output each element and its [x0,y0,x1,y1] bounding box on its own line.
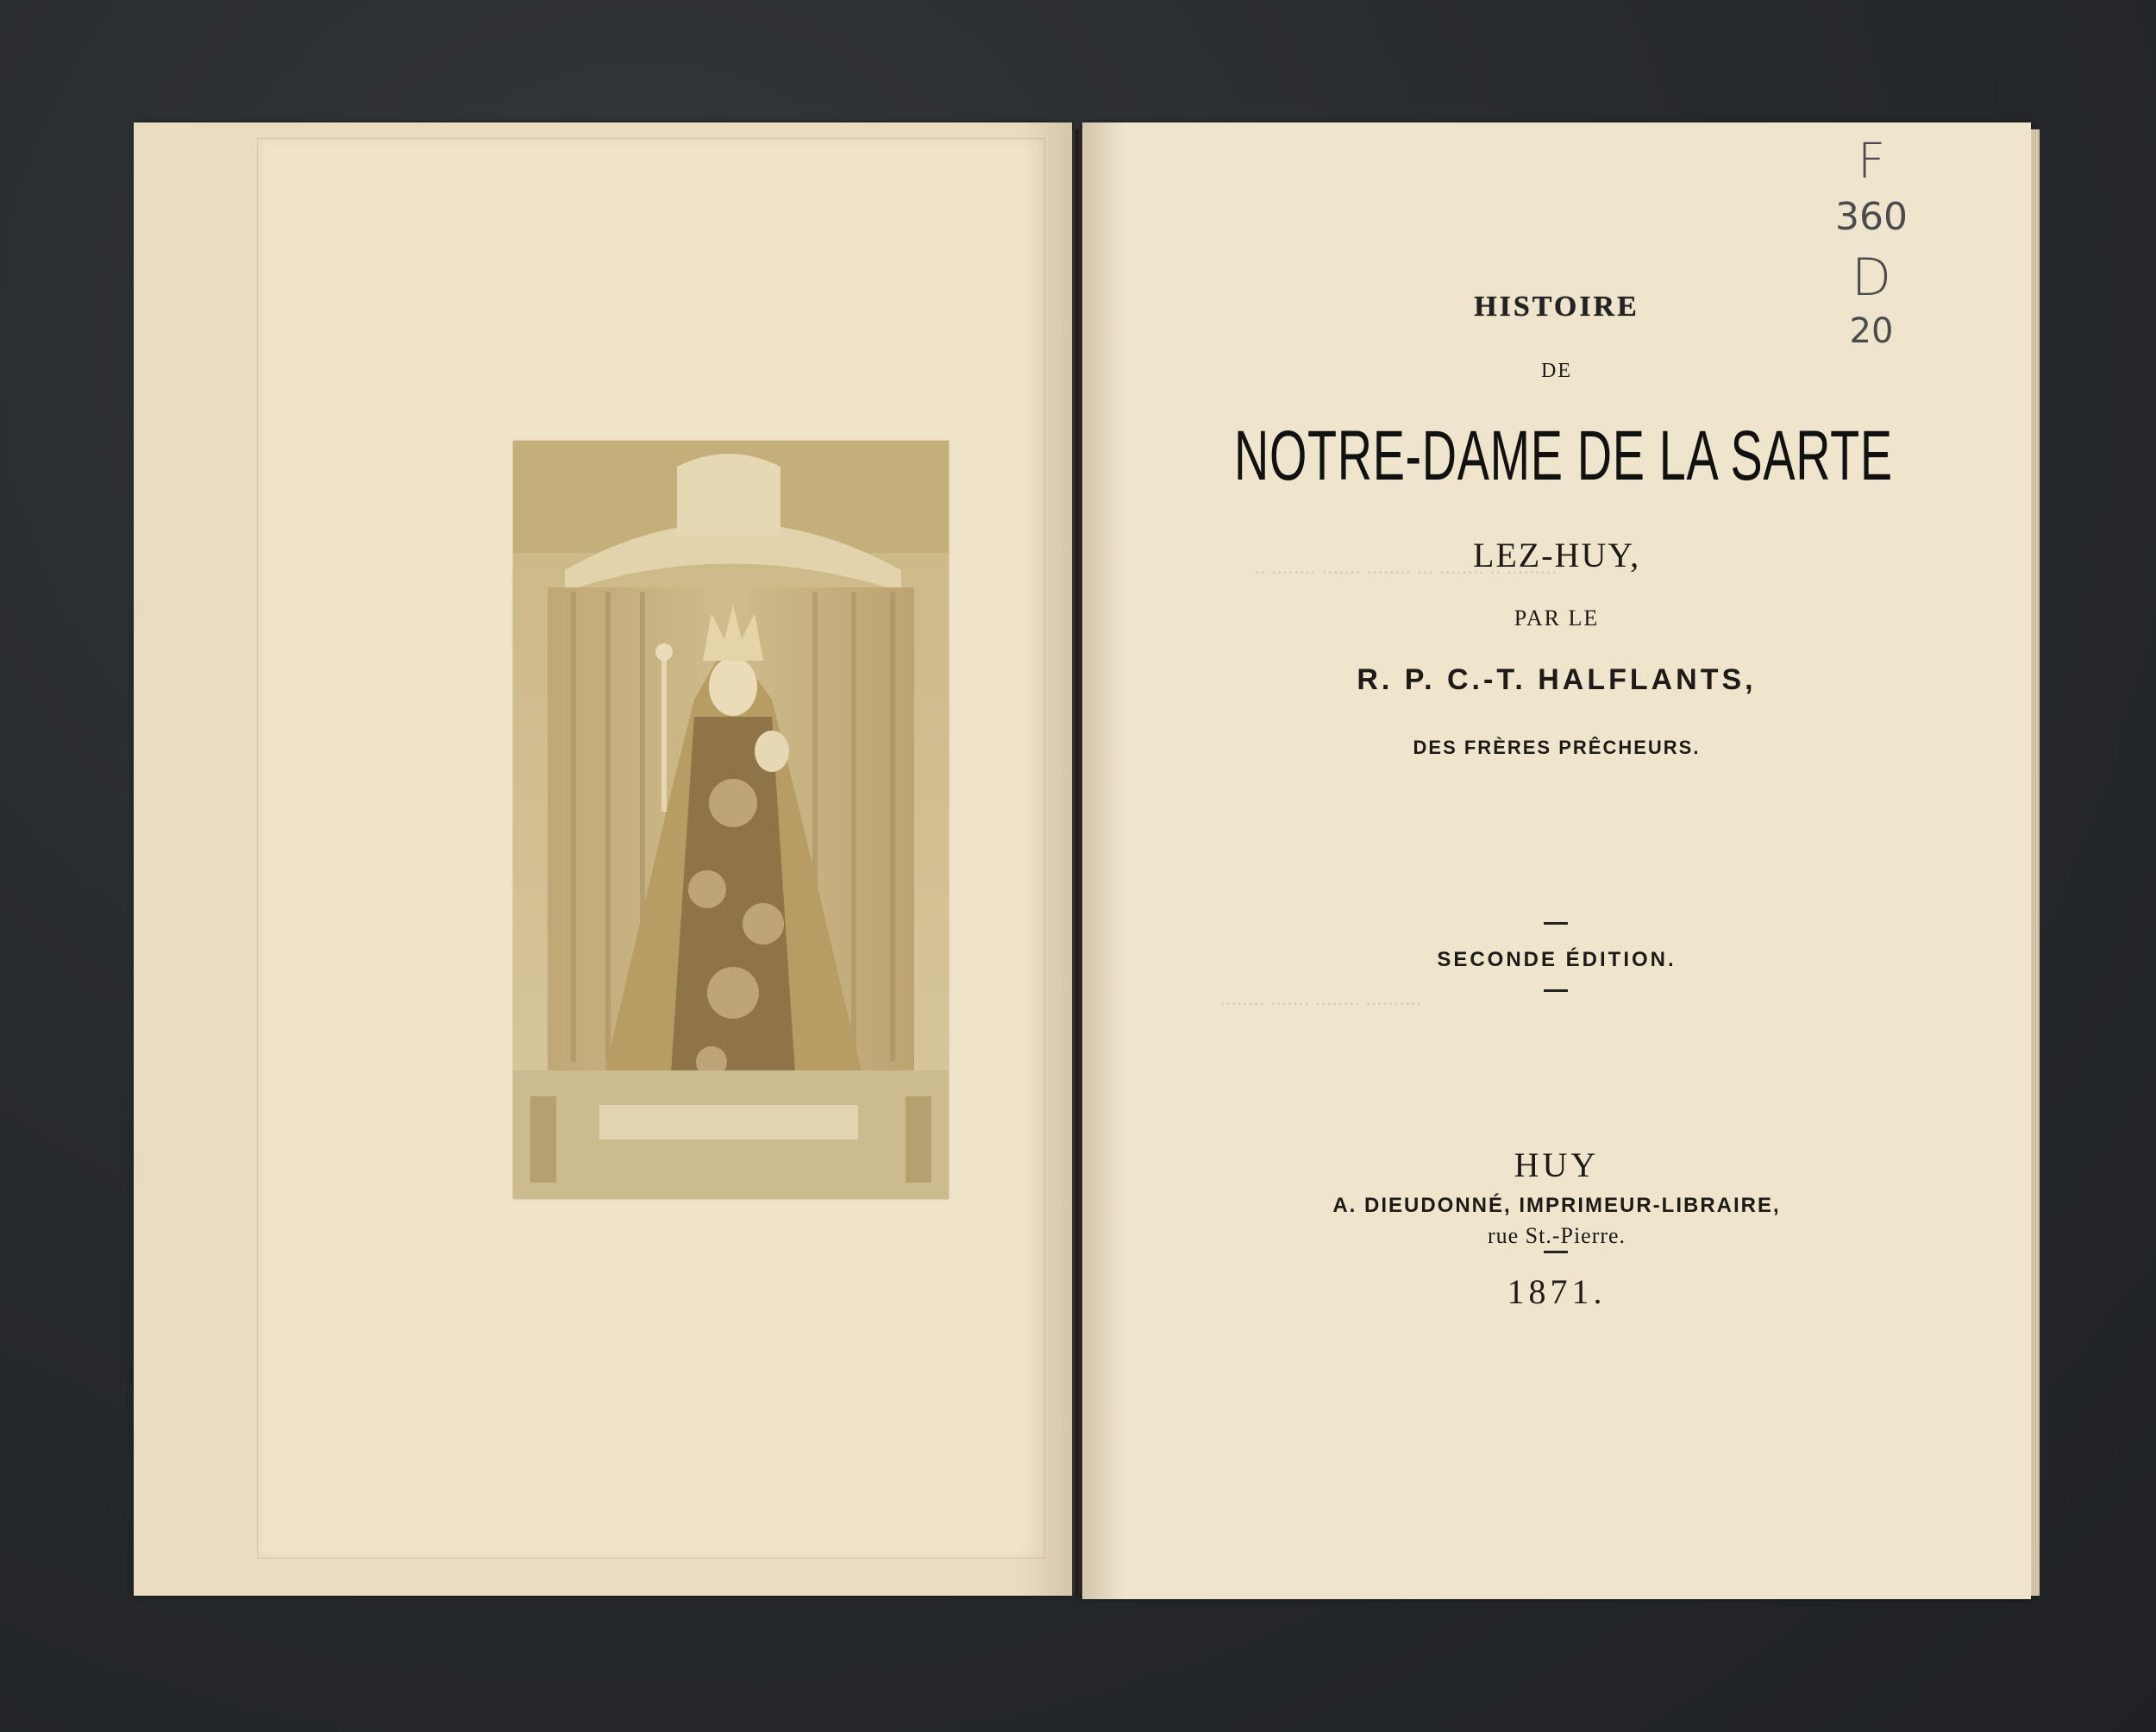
call-number-line: 20 [1849,311,1894,351]
imprint-printer: A. DIEUDONNÉ, IMPRIMEUR-LIBRAIRE, [1332,1194,1781,1217]
rule-divider [1544,989,1568,992]
rule-divider [1544,1251,1568,1253]
author-name: R. P. C.-T. HALFLANTS, [1357,663,1757,696]
title-de: DE [1541,360,1572,382]
par-le: PAR LE [1514,606,1600,631]
show-through-text: ........ ....... ........ .......... [1220,985,1422,1010]
title-page [1082,122,2031,1599]
rule-divider [1544,922,1568,925]
show-through-text: .. ........ ....... ........ ... ........ .. ......... [1255,554,1557,579]
page-edges [2031,129,2040,1596]
frontispiece-page [134,122,1072,1596]
author-affiliation: DES FRÈRES PRÊCHEURS. [1413,737,1701,758]
edition-statement: SECONDE ÉDITION. [1437,948,1677,971]
call-number-line: D [1851,248,1892,308]
imprint-street: rue St.-Pierre. [1487,1223,1626,1248]
title-histoire: HISTOIRE [1474,291,1639,323]
imprint-year: 1871. [1507,1272,1607,1311]
imprint-place: HUY [1514,1145,1600,1184]
call-number-line: 360 [1835,195,1908,239]
call-number-line: F [1857,134,1886,190]
frontispiece-photograph [513,441,949,1199]
main-title: NOTRE-DAME DE LA SARTE [1234,417,1893,495]
book-gutter [1072,129,1082,1596]
subtitle-lez-huy: LEZ-HUY, [1472,536,1641,574]
